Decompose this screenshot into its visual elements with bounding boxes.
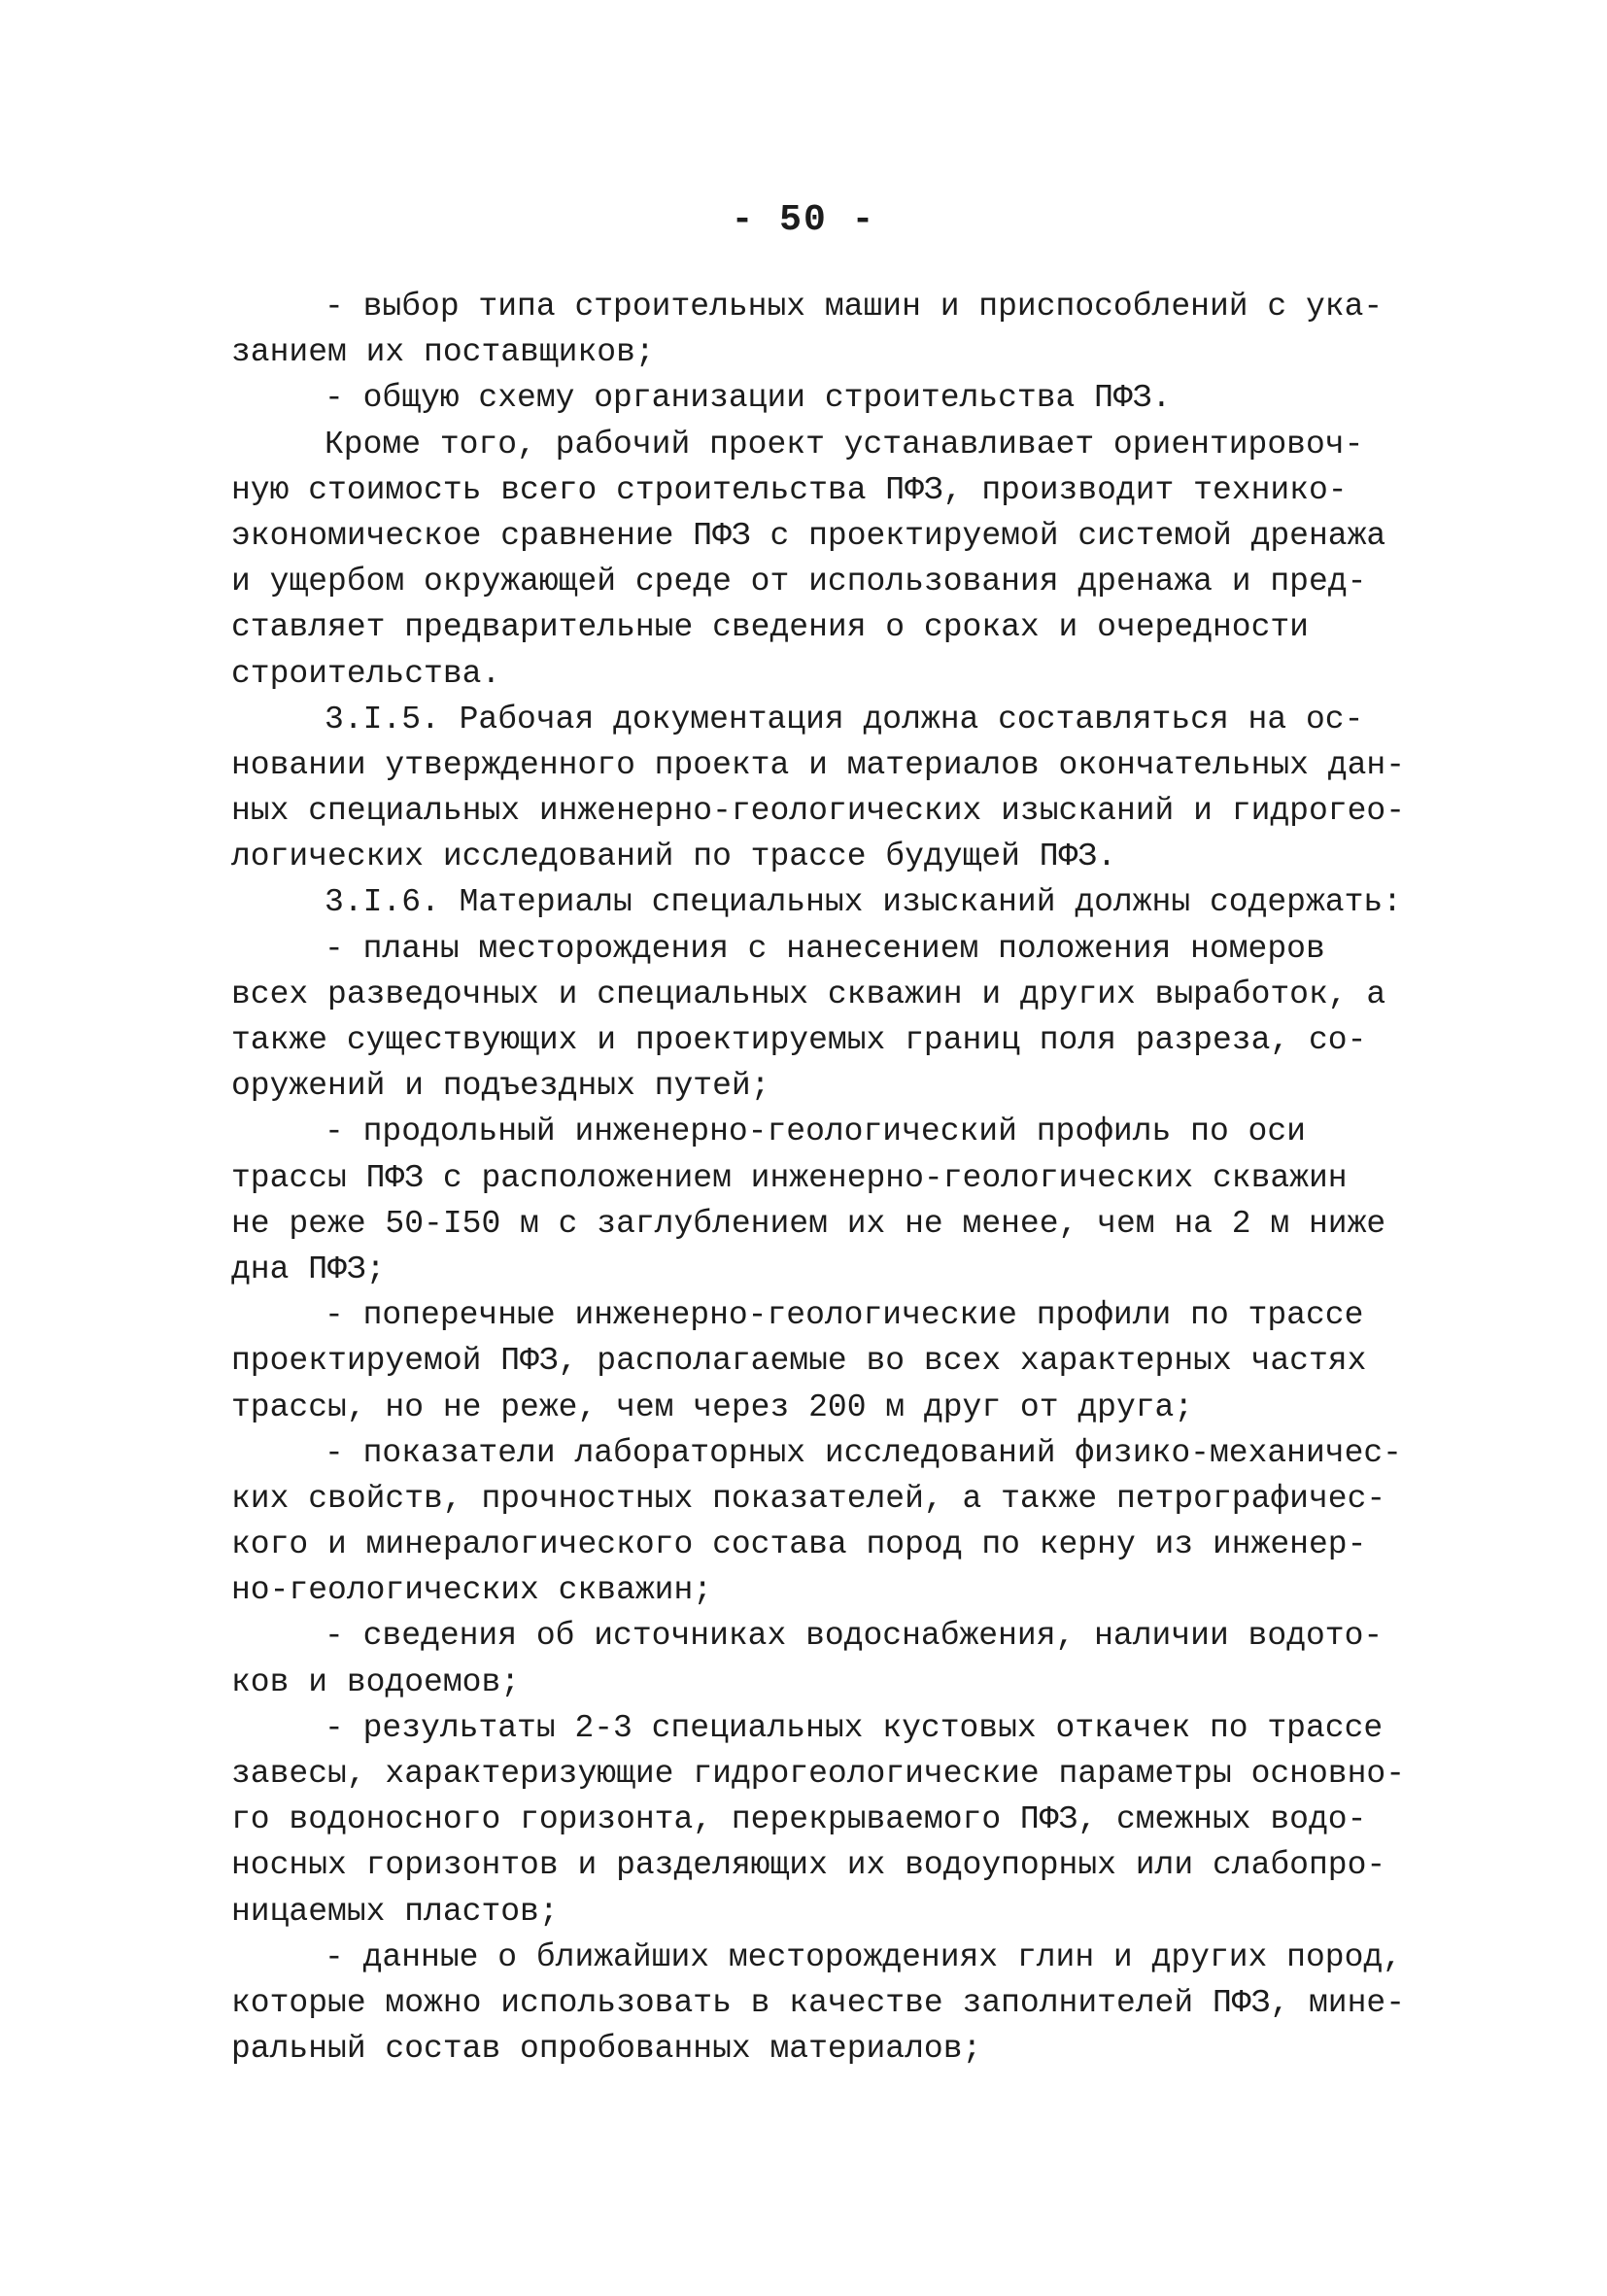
text-line: 3.I.6. Материалы специальных изысканий должны содержать: xyxy=(325,884,1402,921)
text-line: оружений и подъездных путей; xyxy=(231,1068,770,1105)
text-line: занием их поставщиков; xyxy=(231,334,655,371)
text-line: ставляет предварительные сведения о сроках и очередности xyxy=(231,609,1309,646)
text-line: - выбор типа строительных машин и приспособлений с ука- xyxy=(325,289,1384,325)
text-line: - общую схему организации строительства ПФЗ. xyxy=(325,380,1172,417)
text-line: 3.I.5. Рабочая документация должна составляться на ос- xyxy=(325,701,1364,737)
text-line: которые можно использовать в качестве заполнителей ПФЗ, мине- xyxy=(231,1984,1405,2021)
text-line: ную стоимость всего строительства ПФЗ, производит технико- xyxy=(231,471,1348,508)
text-line: но-геологических скважин; xyxy=(231,1572,713,1609)
text-line: дна ПФЗ; xyxy=(231,1251,386,1287)
text-line: экономическое сравнение ПФЗ с проектируемой системой дренажа xyxy=(231,517,1386,554)
text-line: и ущербом окружающей среде от использования дренажа и пред- xyxy=(231,564,1367,600)
text-line: ницаемых пластов; xyxy=(231,1893,559,1930)
text-line: завесы, характеризующие гидрогеологические параметры основно- xyxy=(231,1756,1405,1792)
text-line: - показатели лабораторных исследований физико-механичес- xyxy=(325,1434,1402,1471)
text-line: - поперечные инженерно-геологические профили по трассе xyxy=(325,1297,1364,1334)
text-line: ных специальных инженерно-геологических изысканий и гидрогео- xyxy=(231,793,1405,830)
text-line: новании утвержденного проекта и материалов окончательных дан- xyxy=(231,746,1405,783)
text-line: кого и минералогического состава пород по керну из инженер- xyxy=(231,1526,1367,1563)
text-line: носных горизонтов и разделяющих их водоупорных или слабопро- xyxy=(231,1847,1386,1884)
text-line: проектируемой ПФЗ, располагаемые во всех характерных частях xyxy=(231,1343,1367,1380)
text-line: строительства. xyxy=(231,655,501,692)
text-line: го водоносного горизонта, перекрываемого ПФЗ, смежных водо- xyxy=(231,1801,1367,1838)
text-line: трассы ПФЗ с расположением инженерно-геологических скважин xyxy=(231,1159,1348,1196)
text-line: также существующих и проектируемых границ поля разреза, со- xyxy=(231,1022,1367,1058)
text-line: ральный состав опробованных материалов; xyxy=(231,2031,982,2068)
text-line: ков и водоемов; xyxy=(231,1663,521,1700)
text-line: - сведения об источниках водоснабжения, наличии водото- xyxy=(325,1618,1384,1655)
text-line: - результаты 2-3 специальных кустовых откачек по трассе xyxy=(325,1709,1384,1746)
page-number: - 50 - xyxy=(731,199,876,241)
text-line: всех разведочных и специальных скважин и других выработок, а xyxy=(231,976,1386,1012)
text-line: - данные о ближайших месторождениях глин и других пород, xyxy=(325,1938,1402,1975)
text-line: трассы, но не реже, чем через 200 м друг от друга; xyxy=(231,1388,1194,1425)
text-line: - планы месторождения с нанесением положения номеров xyxy=(325,930,1325,967)
text-line: - продольный инженерно-геологический профиль по оси xyxy=(325,1114,1306,1150)
text-line: ких свойств, прочностных показателей, а также петрографичес- xyxy=(231,1480,1386,1517)
text-line: Кроме того, рабочий проект устанавливает ориентировоч- xyxy=(325,426,1364,463)
document-body xyxy=(231,284,1417,2072)
text-line: не реже 50-I50 м с заглублением их не менее, чем на 2 м ниже xyxy=(231,1205,1386,1242)
text-line: логических исследований по трассе будущей ПФЗ. xyxy=(231,839,1116,875)
